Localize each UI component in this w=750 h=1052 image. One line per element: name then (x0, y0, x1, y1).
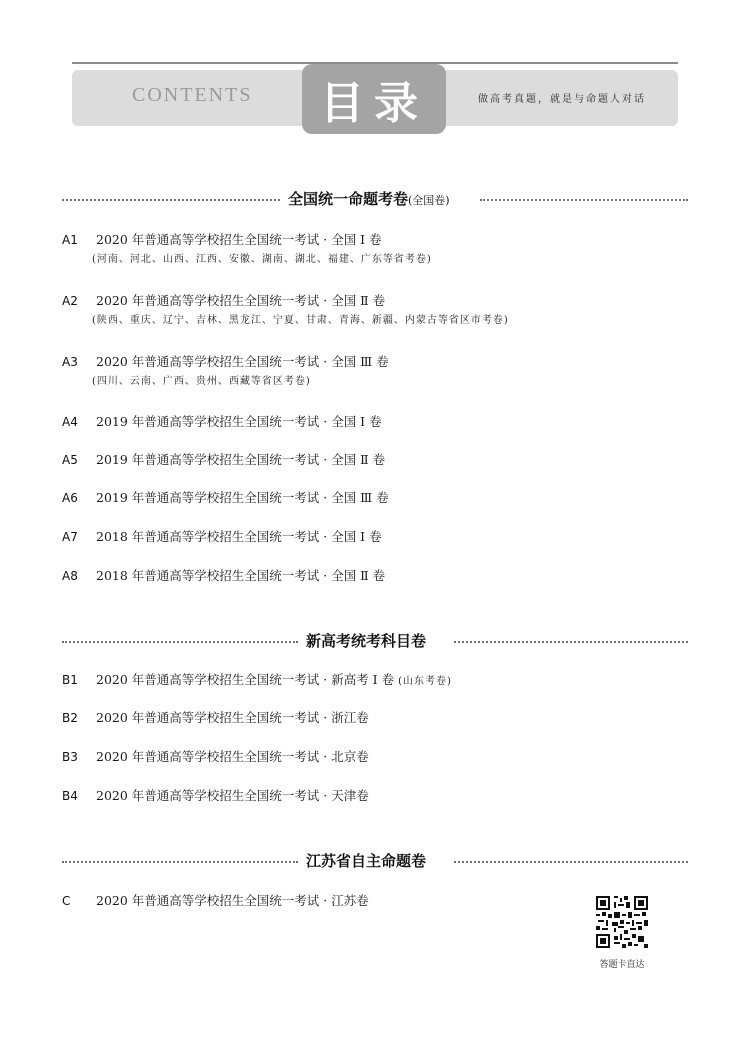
entry-code: C (62, 894, 71, 908)
entry-title: 2018 年普通高等学校招生全国统一考试 · 全国 Ⅰ 卷 (96, 529, 382, 544)
entry-title: 2020 年普通高等学校招生全国统一考试 · 新高考 Ⅰ 卷 (96, 672, 395, 687)
entry-title: 2019 年普通高等学校招生全国统一考试 · 全国 Ⅲ 卷 (96, 490, 389, 505)
entry-title: 2020 年普通高等学校招生全国统一考试 · 江苏卷 (96, 893, 369, 908)
entry-code: A8 (62, 569, 78, 583)
dotted-rule (62, 641, 298, 643)
entry-code: B3 (62, 750, 78, 764)
section-header-national (62, 187, 688, 211)
entry-code: A4 (62, 415, 78, 429)
entry-code: B2 (62, 711, 78, 725)
slogan: 做高考真题，就是与命题人对话 (478, 94, 646, 105)
dotted-rule (480, 199, 688, 201)
entry-code: A5 (62, 453, 78, 467)
entry-code: A7 (62, 530, 78, 544)
entry-title: 2020 年普通高等学校招生全国统一考试 · 天津卷 (96, 788, 369, 803)
entry-title: 2019 年普通高等学校招生全国统一考试 · 全国 Ⅰ 卷 (96, 414, 382, 429)
dotted-rule (62, 861, 298, 863)
dotted-rule (454, 861, 688, 863)
entry-code: B4 (62, 789, 78, 803)
section-title: 江苏省自主命题卷 (306, 852, 427, 870)
dotted-rule (62, 199, 280, 201)
contents-label: CONTENTS (132, 84, 253, 106)
entry-regions: (河南、河北、山西、江西、安徽、湖南、湖北、福建、广东等省考卷) (92, 254, 432, 265)
section-header-jiangsu (62, 849, 688, 873)
page-title: 目录 (302, 64, 446, 134)
entry-title: 2020 年普通高等学校招生全国统一考试 · 全国 Ⅲ 卷 (96, 354, 389, 369)
entry-title: 2020 年普通高等学校招生全国统一考试 · 全国 Ⅱ 卷 (96, 293, 386, 308)
entry-title: 2018 年普通高等学校招生全国统一考试 · 全国 Ⅱ 卷 (96, 568, 386, 583)
section-title: 全国统一命题考卷 (288, 190, 409, 208)
entry-code: A2 (62, 294, 78, 308)
entry-title: 2019 年普通高等学校招生全国统一考试 · 全国 Ⅱ 卷 (96, 452, 386, 467)
entry-regions: (四川、云南、广西、贵州、西藏等省区考卷) (92, 376, 311, 387)
qr-code-icon[interactable] (596, 896, 648, 948)
section-header-new-gaokao (62, 629, 688, 653)
section-title: 新高考统考科目卷 (306, 632, 427, 650)
entry-code: B1 (62, 673, 78, 687)
section-subtitle: (全国卷) (408, 194, 450, 207)
entry-code: A3 (62, 355, 78, 369)
entry-code: A1 (62, 233, 78, 247)
entry-note: (山东考卷) (398, 676, 452, 687)
entry-code: A6 (62, 491, 78, 505)
dotted-rule (454, 641, 688, 643)
qr-caption: 答题卡直达 (599, 960, 645, 970)
entry-title: 2020 年普通高等学校招生全国统一考试 · 全国 Ⅰ 卷 (96, 232, 382, 247)
entry-regions: (陕西、重庆、辽宁、吉林、黑龙江、宁夏、甘肃、青海、新疆、内蒙古等省区市考卷) (92, 315, 509, 326)
entry-title: 2020 年普通高等学校招生全国统一考试 · 浙江卷 (96, 710, 369, 725)
entry-title: 2020 年普通高等学校招生全国统一考试 · 北京卷 (96, 749, 369, 764)
